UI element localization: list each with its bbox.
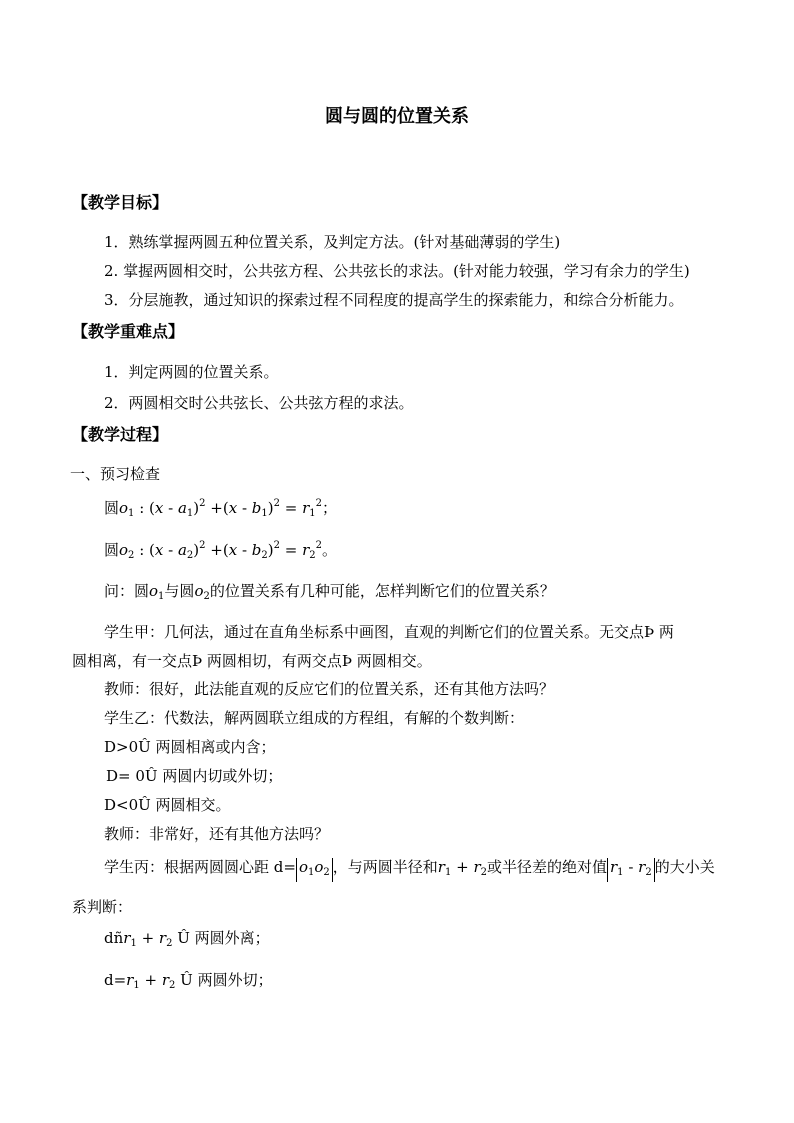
student-bing-line-1: 学生丙：根据两圆圆心距 $d= o_1o_2$ ，与两圆半径和$r_1 + r_2$或半径差的绝对值 $r_1 - r_2$ 的大小关	[104, 857, 715, 883]
question-text-b: 与圆	[164, 582, 195, 600]
student-bing-line-2: 系判断：	[72, 898, 133, 916]
goal-item-1: 1．熟练掌握两圆五种位置关系，及判定方法。(针对基础薄弱的学生)	[104, 233, 561, 251]
circle-o1-equation: 圆$o_1$ : $(x - a_1)^2 +(x - b_1)^2 = r_1^2$；	[104, 498, 338, 519]
case-line-3: D<0Û 两圆相交。	[104, 796, 231, 814]
process-heading: 【教学过程】	[72, 425, 169, 444]
question-text-a: 问：圆	[104, 582, 150, 600]
circle-o2-equation: 圆$o_2$ : $(x - a_2)^2 +(x - b_2)^2 = r_2^2$。	[104, 540, 338, 561]
relation-1-prefix: dñ	[104, 929, 124, 947]
goal-item-2: 2. 掌握两圆相交时，公共弦方程、公共弦长的求法。(针对能力较强，学习有余力的学生)	[104, 262, 690, 280]
relation-2-prefix: d=	[104, 971, 127, 989]
relation-1-text: Û 两圆外离；	[177, 929, 270, 947]
teacher-line-2: 教师：非常好，还有其他方法吗？	[104, 825, 330, 843]
semicolon: ；	[322, 499, 338, 517]
case-line-1: D>0Û 两圆相离或内含；	[104, 738, 276, 756]
keypoint-item-2: 2．两圆相交时公共弦长、公共弦方程的求法。	[104, 394, 414, 412]
section-heading-preview: 一、预习检查	[70, 465, 161, 483]
goal-item-3: 3．分层施教，通过知识的探索过程不同程度的提高学生的探索能力，和综合分析能力。	[104, 291, 684, 309]
student-jia-line-2: 圆相离，有一交点Þ 两圆相切，有两交点Þ 两圆相交。	[72, 652, 432, 670]
circle-prefix: 圆	[104, 541, 120, 559]
circle-prefix: 圆	[104, 499, 120, 517]
relation-line-1: dñr$_1$ + $r_2$ Û 两圆外离；	[104, 929, 270, 949]
student-jia-line-1: 学生甲：几何法，通过在直角坐标系中画图，直观的判断它们的位置关系。无交点Þ 两	[104, 623, 674, 641]
teacher-line-1: 教师：很好，此法能直观的反应它们的位置关系，还有其他方法吗？	[104, 680, 555, 698]
period: 。	[322, 541, 338, 559]
question-paragraph: 问：圆$o_1$与圆$o_2$的位置关系有几种可能，怎样判断它们的位置关系？	[104, 582, 555, 602]
case-line-2: D= 0Û 两圆内切或外切；	[106, 767, 283, 785]
relation-2-text: Û 两圆外切；	[180, 971, 273, 989]
bing-text-a: 学生丙：根据两圆圆心距 d=	[104, 858, 296, 876]
bing-text-d: 的大小关	[654, 858, 715, 876]
document-title: 圆与圆的位置关系	[325, 106, 469, 127]
bing-text-c: 或半径差的绝对值	[486, 858, 607, 876]
bing-text-b: ，与两圆半径和	[332, 858, 438, 876]
keypoints-heading: 【教学重难点】	[72, 322, 185, 341]
student-yi-line: 学生乙：代数法，解两圆联立组成的方程组，有解的个数判断：	[104, 709, 525, 727]
keypoint-item-1: 1．判定两圆的位置关系。	[104, 363, 279, 381]
relation-line-2: $d=r_1 + r_2$ Û 两圆外切；	[104, 971, 273, 991]
goals-heading: 【教学目标】	[72, 193, 169, 212]
question-text-c: 的位置关系有几种可能，怎样判断它们的位置关系？	[209, 582, 555, 600]
